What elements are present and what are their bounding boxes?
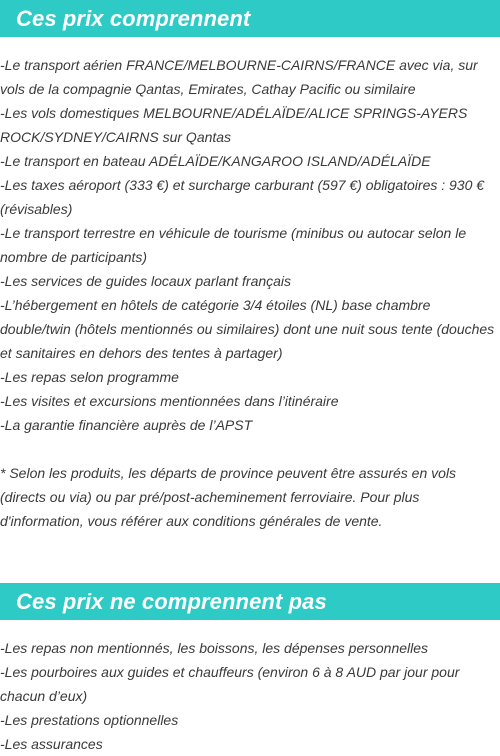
- list-item: -Les services de guides locaux parlant français: [0, 273, 292, 289]
- list-item: -Les vols domestiques MELBOURNE/ADÉLAÏDE/ALICE SPRINGS-AYERS ROCK/SYDNEY/CAIRNS sur Qantas: [0, 105, 468, 145]
- list-item: -Les prestations optionnelles: [0, 712, 179, 728]
- list-item: -L’hébergement en hôtels de catégorie 3/4 étoiles (NL) base chambre double/twin (hôtels mentionnés ou similaires) dont une nuit sous tente (douches et sanitaires en dehors des tentes à partager): [0, 297, 495, 361]
- list-item: -Les visites et excursions mentionnées dans l’itinéraire: [0, 393, 339, 409]
- footnote: * Selon les produits, les départs de province peuvent être assurés en vols (directs ou via) ou par pré/post-acheminement ferroviaire. Pour plus d'information, vous référer aux conditions générales de vente.: [0, 465, 457, 529]
- list-item: -Les taxes aéroport (333 €) et surcharge carburant (597 €) obligatoires : 930 € (révisables): [0, 177, 485, 217]
- list-item: -Le transport terrestre en véhicule de tourisme (minibus ou autocar selon le nombre de participants): [0, 225, 467, 265]
- spacer: [0, 533, 500, 583]
- list-item: -Les repas selon programme: [0, 369, 179, 385]
- section-title-excludes: Ces prix ne comprennent pas: [16, 588, 327, 614]
- list-item: -Le transport en bateau ADÉLAÏDE/KANGAROO ISLAND/ADÉLAÏDE: [0, 153, 431, 169]
- list-item: -Les pourboires aux guides et chauffeurs (environ 6 à 8 AUD par jour pour chacun d’eux): [0, 664, 460, 704]
- section-header-excludes: [0, 583, 500, 620]
- list-item: -Les repas non mentionnés, les boissons, les dépenses personnelles: [0, 640, 429, 656]
- excludes-list: [0, 620, 500, 756]
- section-header-includes: [0, 0, 500, 37]
- includes-list: [0, 37, 500, 533]
- list-item: -La garantie financière auprès de l’APST: [0, 417, 253, 433]
- list-item: -Le transport aérien FRANCE/MELBOURNE-CAIRNS/FRANCE avec via, sur vols de la compagnie Qantas, Emirates, Cathay Pacific ou similaire: [0, 57, 478, 97]
- list-item: -Les assurances: [0, 736, 103, 752]
- section-title-includes: Ces prix comprennent: [16, 5, 251, 31]
